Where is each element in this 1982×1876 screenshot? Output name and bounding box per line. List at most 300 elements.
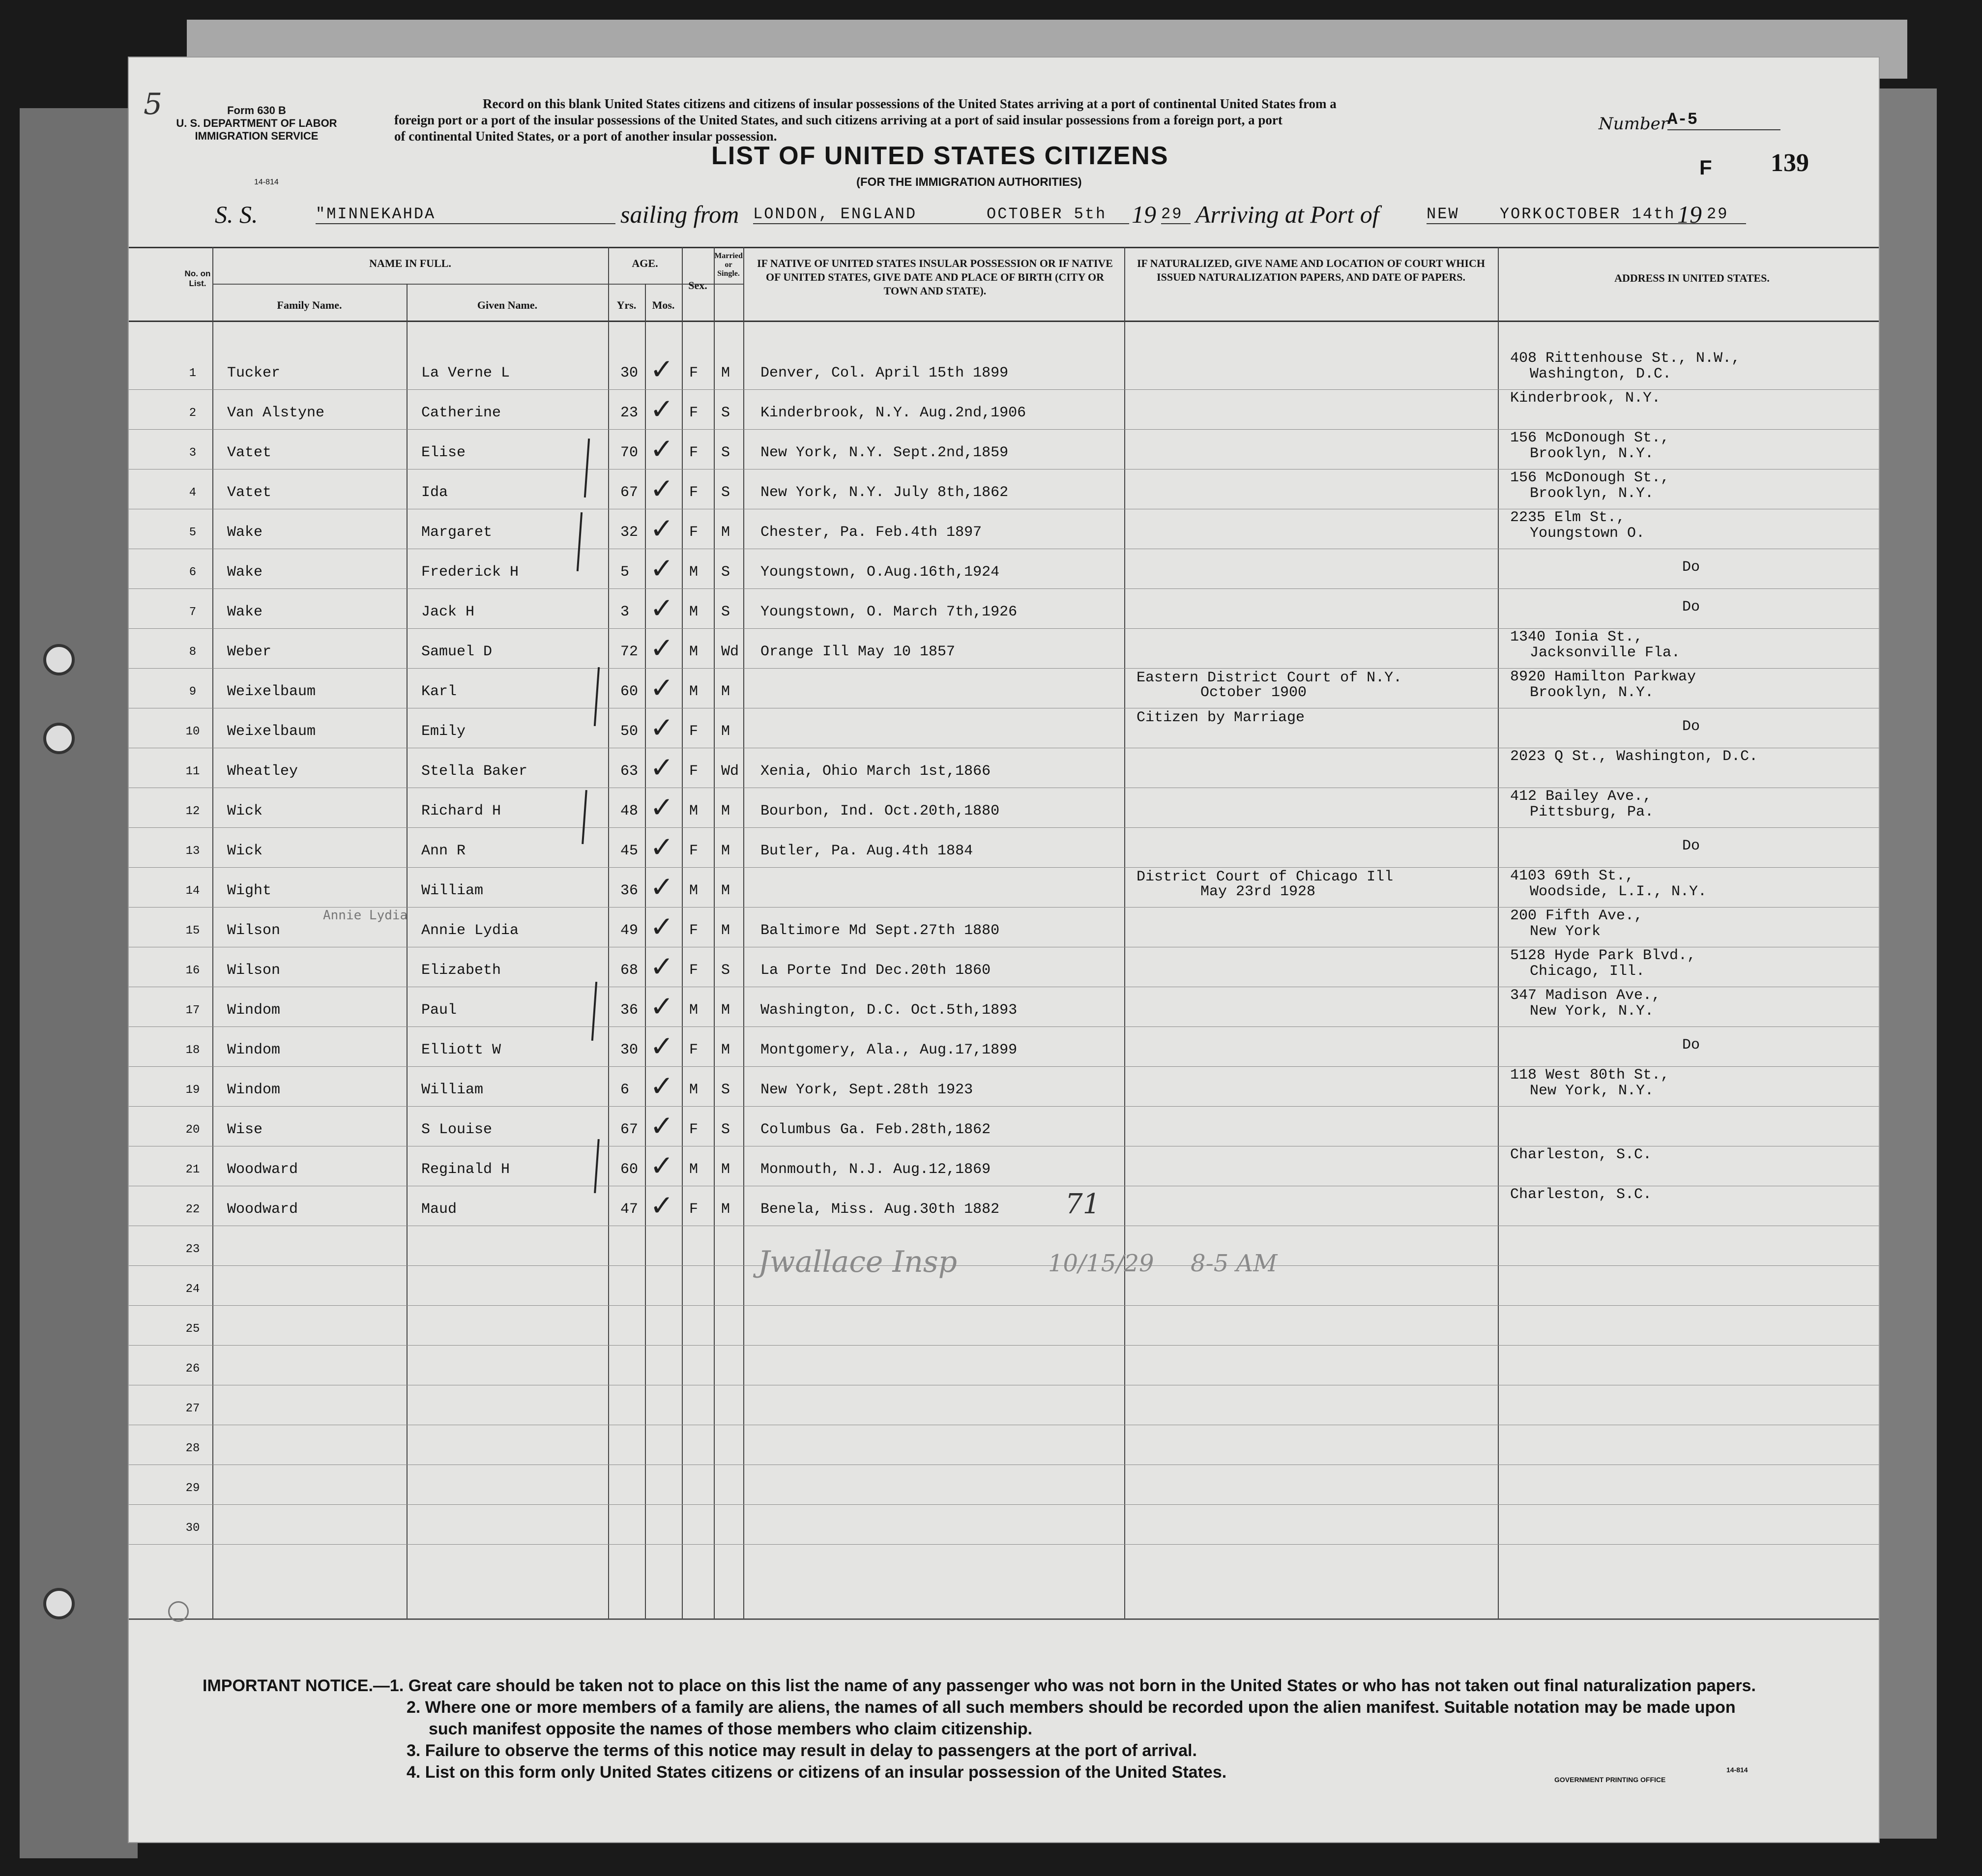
address-line-2: Jacksonville Fla. <box>1530 645 1681 661</box>
marital-status: M <box>721 683 730 700</box>
given-name: Stella Baker <box>421 763 528 780</box>
birth-info: Washington, D.C. Oct.5th,1893 <box>760 1002 1018 1019</box>
tally-mark <box>594 1139 600 1193</box>
marital-status: S <box>721 564 730 581</box>
sex: F <box>689 365 699 381</box>
birth-info: Monmouth, N.J. Aug.12,1869 <box>760 1161 991 1178</box>
family-name: Weixelbaum <box>227 723 316 740</box>
age-years: 36 <box>620 1002 639 1019</box>
address-line-1: 347 Madison Ave., <box>1510 987 1661 1004</box>
tally-mark <box>577 512 583 571</box>
check-mark-icon: ✓ <box>650 392 674 426</box>
birth-info: Youngstown, O.Aug.16th,1924 <box>760 564 1000 581</box>
address-line-1: 156 McDonough St., <box>1510 430 1670 446</box>
given-name: Maud <box>421 1201 457 1218</box>
family-name: Wheatley <box>227 763 298 780</box>
manifest-page <box>128 57 1880 1843</box>
row-number: 8 <box>189 645 197 659</box>
row-number: 30 <box>185 1522 200 1535</box>
age-years: 48 <box>620 803 639 820</box>
marital-status: S <box>721 1082 730 1098</box>
number-value: A-5 <box>1667 111 1780 130</box>
sex: M <box>689 683 699 700</box>
arrive-date: OCTOBER 14th <box>1545 205 1726 224</box>
col-header-birth: IF NATIVE OF UNITED STATES INSULAR POSSESSION OR IF NATIVE OF UNITED STATES, GIVE DATE AND PLACE OF BIRTH (CITY OR TOWN AND STATE). <box>757 257 1113 297</box>
check-mark-icon: ✓ <box>650 432 674 466</box>
inspector-signature: Jwallace Insp <box>758 1245 958 1279</box>
row-number: 2 <box>189 407 197 420</box>
row-rule <box>129 1106 1879 1107</box>
marital-status: S <box>721 604 730 620</box>
row-number: 19 <box>185 1084 200 1097</box>
row-rule <box>129 1305 1879 1306</box>
department-name: U. S. DEPARTMENT OF LABOR <box>176 117 337 129</box>
row-number: 24 <box>185 1283 200 1296</box>
check-mark-icon: ✓ <box>650 671 674 704</box>
marital-status: Wd <box>721 644 739 660</box>
from-port: LONDON, ENGLAND <box>753 205 1097 224</box>
age-years: 63 <box>620 763 639 780</box>
check-mark-icon: ✓ <box>650 1189 674 1222</box>
binder-hole <box>168 1601 189 1622</box>
address-line-2: Brooklyn, N.Y. <box>1530 485 1654 502</box>
check-mark-icon: ✓ <box>650 1149 674 1182</box>
row-rule <box>129 1504 1879 1505</box>
address-line-1: Do <box>1682 718 1700 735</box>
col-header-address: ADDRESS IN UNITED STATES. <box>1614 272 1770 284</box>
age-years: 45 <box>620 843 639 859</box>
row-rule <box>129 1026 1879 1027</box>
row-number: 22 <box>185 1203 200 1216</box>
address-line-1: Do <box>1682 599 1700 616</box>
given-name: Elliott W <box>421 1042 501 1058</box>
check-mark-icon: ✓ <box>650 990 674 1023</box>
birth-info: New York, N.Y. Sept.2nd,1859 <box>760 444 1009 461</box>
address-line-1: 8920 Hamilton Parkway <box>1510 669 1696 685</box>
given-name: Margaret <box>421 524 493 541</box>
marital-status: S <box>721 962 730 979</box>
age-years: 60 <box>620 683 639 700</box>
birth-info: Youngstown, O. March 7th,1926 <box>760 604 1018 620</box>
record-note-line: Record on this blank United States citizens and citizens of insular possessions of the United States arriving at a port of continental United States from a <box>483 96 1337 111</box>
form-info <box>158 104 355 143</box>
birth-info: Montgomery, Ala., Aug.17,1899 <box>760 1042 1018 1058</box>
address-line-1: Do <box>1682 838 1700 854</box>
col-divider <box>1124 247 1125 1618</box>
given-name: Elise <box>421 444 466 461</box>
col-header-yrs: Yrs. <box>616 299 637 311</box>
arrive-year: 29 <box>1707 205 1746 224</box>
given-name: Ida <box>421 484 448 501</box>
family-name: Wake <box>227 524 263 541</box>
col-header-no: No. on List. <box>184 269 211 288</box>
row-rule <box>129 827 1879 828</box>
binder-hole <box>43 1588 75 1619</box>
family-name: Van Alstyne <box>227 405 325 421</box>
page-number: 139 <box>1771 149 1809 177</box>
col-divider <box>743 247 744 1618</box>
row-number: 15 <box>185 924 200 938</box>
address-line-1: 156 McDonough St., <box>1510 469 1670 486</box>
family-name: Vatet <box>227 444 272 461</box>
birth-info: New York, Sept.28th 1923 <box>760 1082 973 1098</box>
age-years: 3 <box>620 604 630 620</box>
marital-status: S <box>721 444 730 461</box>
given-name: Emily <box>421 723 466 740</box>
address-line-1: 1340 Ionia St., <box>1510 629 1643 645</box>
col-divider <box>714 247 715 1618</box>
marital-status: M <box>721 723 730 740</box>
record-note-line: of continental United States, or a port of another insular possession. <box>394 129 777 144</box>
row-number: 13 <box>185 845 200 858</box>
margin-mark: 71 <box>1065 1188 1101 1220</box>
wilson-struck-text: Annie Lydia <box>323 908 408 923</box>
sex: M <box>689 564 699 581</box>
page-subtitle: (FOR THE IMMIGRATION AUTHORITIES) <box>856 176 1082 189</box>
ship-name: "MINNEKAHDA <box>316 205 615 224</box>
check-mark-icon: ✓ <box>650 1029 674 1063</box>
col-header-naturalized: IF NATURALIZED, GIVE NAME AND LOCATION OF COURT WHICH ISSUED NATURALIZATION PAPERS, AND DATE OF PAPERS. <box>1137 257 1485 283</box>
row-number: 18 <box>185 1044 200 1057</box>
notice-line-1 <box>203 1675 1874 1697</box>
sex: F <box>689 1121 699 1138</box>
marital-status: M <box>721 1042 730 1058</box>
binder-hole <box>43 723 75 754</box>
row-number: 17 <box>185 1004 200 1017</box>
col-divider <box>212 247 213 1618</box>
address-line-1: Do <box>1682 559 1700 576</box>
family-name: Wilson <box>227 922 281 939</box>
marital-status: S <box>721 484 730 501</box>
age-years: 67 <box>620 1121 639 1138</box>
address-line-2: Pittsburg, Pa. <box>1530 804 1654 821</box>
row-number: 1 <box>189 367 197 380</box>
number-label: Number <box>1599 114 1669 134</box>
row-number: 11 <box>185 765 200 778</box>
sex: M <box>689 803 699 820</box>
given-name: Annie Lydia <box>421 922 519 939</box>
sailing-label: sailing from <box>620 201 739 228</box>
age-years: 72 <box>620 644 639 660</box>
tally-mark <box>584 439 590 498</box>
given-name: Karl <box>421 683 457 700</box>
signature-date: 10/15/29 <box>1048 1250 1154 1277</box>
col-header-sex: Sex. <box>688 279 707 292</box>
sex: M <box>689 644 699 660</box>
table-top-border <box>129 247 1879 248</box>
sex: F <box>689 405 699 421</box>
marital-status: S <box>721 405 730 421</box>
check-mark-icon: ✓ <box>650 552 674 585</box>
naturalization-court: Eastern District Court of N.Y. <box>1137 670 1402 686</box>
family-name: Tucker <box>227 365 281 381</box>
birth-info: Benela, Miss. Aug.30th 1882 <box>760 1201 1000 1218</box>
row-number: 9 <box>189 685 197 699</box>
address-line-2: Brooklyn, N.Y. <box>1530 684 1654 701</box>
row-number: 20 <box>185 1123 200 1137</box>
given-name: Reginald H <box>421 1161 510 1178</box>
birth-info: Butler, Pa. Aug.4th 1884 <box>760 843 973 859</box>
row-number: 27 <box>185 1402 200 1415</box>
family-name: Weber <box>227 644 272 660</box>
row-number: 16 <box>185 964 200 977</box>
header-bottom-border <box>129 321 1879 322</box>
sex: F <box>689 922 699 939</box>
arrive-year-prefix: 19 <box>1677 201 1702 228</box>
naturalization-date: May 23rd 1928 <box>1200 883 1316 900</box>
form-code: 14-814 <box>254 178 279 186</box>
col-header-given: Given Name. <box>477 299 538 311</box>
given-name: La Verne L <box>421 365 510 381</box>
signature-time: 8-5 AM <box>1191 1250 1278 1277</box>
col-divider <box>1498 247 1499 1618</box>
marital-status: M <box>721 1161 730 1178</box>
check-mark-icon: ✓ <box>650 472 674 505</box>
address-line-1: 412 Bailey Ave., <box>1510 788 1652 805</box>
age-years: 50 <box>620 723 639 740</box>
family-name: Wight <box>227 882 272 899</box>
birth-info: Kinderbrook, N.Y. Aug.2nd,1906 <box>760 405 1026 421</box>
address-line-1: 2023 Q St., Washington, D.C. <box>1510 748 1758 765</box>
address-line-1: 408 Rittenhouse St., N.W., <box>1510 350 1741 367</box>
family-name: Vatet <box>227 484 272 501</box>
notice-item: 3. Failure to observe the terms of this notice may result in delay to passengers at the port of arrival. <box>407 1741 1197 1760</box>
col-header-name: NAME IN FULL. <box>369 257 451 269</box>
check-mark-icon: ✓ <box>650 591 674 625</box>
address-line-1: 200 Fifth Ave., <box>1510 908 1643 924</box>
birth-info: Columbus Ga. Feb.28th,1862 <box>760 1121 991 1138</box>
address-line-2: Brooklyn, N.Y. <box>1530 445 1654 462</box>
sex: F <box>689 723 699 740</box>
marital-status: M <box>721 843 730 859</box>
row-number: 5 <box>189 526 197 539</box>
sex: F <box>689 444 699 461</box>
address-line-2: Youngstown O. <box>1530 525 1645 542</box>
header-subline <box>212 284 743 285</box>
marital-status: M <box>721 524 730 541</box>
birth-info: New York, N.Y. July 8th,1862 <box>760 484 1009 501</box>
family-name: Wick <box>227 803 263 820</box>
marital-status: M <box>721 365 730 381</box>
check-mark-icon: ✓ <box>650 352 674 386</box>
marital-status: M <box>721 922 730 939</box>
family-name: Woodward <box>227 1161 298 1178</box>
given-name: William <box>421 882 484 899</box>
sex: F <box>689 1042 699 1058</box>
row-number: 12 <box>185 805 200 818</box>
family-name: Weixelbaum <box>227 683 316 700</box>
row-number: 29 <box>185 1482 200 1495</box>
row-rule <box>129 588 1879 589</box>
address-line-1: Charleston, S.C. <box>1510 1186 1652 1203</box>
address-line-2: Washington, D.C. <box>1530 366 1672 382</box>
record-note <box>394 96 1653 145</box>
birth-info: Xenia, Ohio March 1st,1866 <box>760 763 991 780</box>
col-divider <box>608 247 609 1618</box>
check-mark-icon: ✓ <box>650 950 674 983</box>
depart-date: OCTOBER 5th <box>987 205 1129 224</box>
given-name: Frederick H <box>421 564 519 581</box>
check-mark-icon: ✓ <box>650 1069 674 1103</box>
sex: M <box>689 1161 699 1178</box>
depart-year-prefix: 19 <box>1132 201 1156 228</box>
check-mark-icon: ✓ <box>650 631 674 665</box>
age-years: 32 <box>620 524 639 541</box>
age-years: 60 <box>620 1161 639 1178</box>
row-number: 4 <box>189 486 197 499</box>
row-rule <box>129 1345 1879 1346</box>
to-port: NEW YORK <box>1427 205 1633 224</box>
row-number: 25 <box>185 1322 200 1336</box>
sex: F <box>689 524 699 541</box>
family-name: Wick <box>227 843 263 859</box>
col-header-family: Family Name. <box>277 299 342 311</box>
age-years: 30 <box>620 1042 639 1058</box>
arriving-label: Arriving at Port of <box>1195 201 1379 228</box>
age-years: 23 <box>620 405 639 421</box>
col-header-age: AGE. <box>632 257 658 269</box>
sex: F <box>689 962 699 979</box>
address-line-1: 5128 Hyde Park Blvd., <box>1510 947 1696 964</box>
table-bottom-border <box>129 1618 1879 1620</box>
address-line-1: 2235 Elm St., <box>1510 509 1626 526</box>
notice-item: —1. Great care should be taken not to place on this list the name of any passenger who was not born in the United States or who has not taken out final naturalization papers. <box>373 1676 1756 1695</box>
tally-mark <box>594 667 600 726</box>
age-years: 67 <box>620 484 639 501</box>
given-name: Richard H <box>421 803 501 820</box>
row-number: 3 <box>189 446 197 460</box>
naturalization-date: October 1900 <box>1200 684 1307 701</box>
notice-item: 2. Where one or more members of a family are aliens, the names of all such members should be recorded upon the alien manifest. Suitable notation may be made upon <box>407 1698 1736 1717</box>
col-header-married: Married or Single. <box>714 252 743 278</box>
family-name: Windom <box>227 1082 281 1098</box>
address-line-1: 4103 69th St., <box>1510 868 1634 884</box>
age-years: 70 <box>620 444 639 461</box>
address-line-2: New York, N.Y. <box>1530 1003 1654 1020</box>
page-letter: F <box>1699 156 1712 179</box>
birth-info: Orange Ill May 10 1857 <box>760 644 956 660</box>
naturalization-court: District Court of Chicago Ill <box>1137 869 1394 885</box>
birth-info: Bourbon, Ind. Oct.20th,1880 <box>760 803 1000 820</box>
given-name: Catherine <box>421 405 501 421</box>
birth-info: Baltimore Md Sept.27th 1880 <box>760 922 1000 939</box>
sex: M <box>689 1082 699 1098</box>
family-name: Woodward <box>227 1201 298 1218</box>
form-number: Form 630 B <box>227 104 286 117</box>
address-line-1: Charleston, S.C. <box>1510 1146 1652 1163</box>
address-line-1: Kinderbrook, N.Y. <box>1510 390 1661 407</box>
col-header-mos: Mos. <box>652 299 675 311</box>
tally-mark <box>591 982 597 1041</box>
check-mark-icon: ✓ <box>650 791 674 824</box>
given-name: S Louise <box>421 1121 493 1138</box>
row-rule <box>129 1544 1879 1545</box>
age-years: 6 <box>620 1082 630 1098</box>
address-line-2: Woodside, L.I., N.Y. <box>1530 883 1707 900</box>
marital-status: M <box>721 882 730 899</box>
sex: M <box>689 604 699 620</box>
depart-year: 29 <box>1161 205 1191 224</box>
sex: F <box>689 763 699 780</box>
back-sheet-left <box>20 108 138 1858</box>
row-rule <box>129 1265 1879 1266</box>
important-notice <box>203 1675 1874 1783</box>
row-number: 23 <box>185 1243 200 1256</box>
check-mark-icon: ✓ <box>650 830 674 864</box>
row-number: 21 <box>185 1163 200 1176</box>
check-mark-icon: ✓ <box>650 711 674 744</box>
given-name: William <box>421 1082 484 1098</box>
sex: F <box>689 484 699 501</box>
given-name: Elizabeth <box>421 962 501 979</box>
check-mark-icon: ✓ <box>650 751 674 784</box>
printer-code: 14-814 <box>1726 1766 1748 1774</box>
address-line-2: New York, N.Y. <box>1530 1083 1654 1099</box>
check-mark-icon: ✓ <box>650 512 674 545</box>
naturalization-court: Citizen by Marriage <box>1137 709 1305 726</box>
row-number: 28 <box>185 1442 200 1455</box>
tally-mark <box>582 790 587 844</box>
col-divider <box>682 247 683 1618</box>
age-years: 68 <box>620 962 639 979</box>
corner-mark: 5 <box>144 87 163 121</box>
check-mark-icon: ✓ <box>650 910 674 943</box>
row-number: 26 <box>185 1362 200 1376</box>
service-name: IMMIGRATION SERVICE <box>195 130 319 142</box>
marital-status: S <box>721 1121 730 1138</box>
row-number: 10 <box>185 725 200 738</box>
check-mark-icon: ✓ <box>650 1109 674 1143</box>
sex: M <box>689 1002 699 1019</box>
given-name: Paul <box>421 1002 457 1019</box>
check-mark-icon: ✓ <box>650 870 674 904</box>
printer-name: GOVERNMENT PRINTING OFFICE <box>1554 1776 1666 1784</box>
marital-status: M <box>721 1201 730 1218</box>
row-number: 14 <box>185 884 200 898</box>
family-name: Windom <box>227 1042 281 1058</box>
col-divider <box>407 284 408 1618</box>
row-number: 6 <box>189 566 197 579</box>
sex: F <box>689 1201 699 1218</box>
birth-info: La Porte Ind Dec.20th 1860 <box>760 962 991 979</box>
family-name: Windom <box>227 1002 281 1019</box>
family-name: Wise <box>227 1121 263 1138</box>
age-years: 49 <box>620 922 639 939</box>
age-years: 47 <box>620 1201 639 1218</box>
marital-status: M <box>721 1002 730 1019</box>
marital-status: M <box>721 803 730 820</box>
notice-heading: IMPORTANT NOTICE. <box>203 1676 373 1695</box>
address-line-1: 118 West 80th St., <box>1510 1067 1670 1084</box>
record-note-line: foreign port or a port of the insular possessions of the United States, and such citizens arriving at a port of said insular possessions from a foreign port, a port <box>394 113 1282 127</box>
family-name: Wilson <box>227 962 281 979</box>
marital-status: Wd <box>721 763 739 780</box>
address-line-1: Do <box>1682 1037 1700 1054</box>
row-number: 7 <box>189 606 197 619</box>
address-line-2: New York <box>1530 923 1601 940</box>
sex: M <box>689 882 699 899</box>
given-name: Jack H <box>421 604 475 620</box>
page-title: LIST OF UNITED STATES CITIZENS <box>711 142 1169 170</box>
given-name: Samuel D <box>421 644 493 660</box>
given-name: Ann R <box>421 843 466 859</box>
notice-item: such manifest opposite the names of those members who claim citizenship. <box>429 1720 1033 1738</box>
age-years: 30 <box>620 365 639 381</box>
sex: F <box>689 843 699 859</box>
binder-hole <box>43 644 75 675</box>
address-line-2: Chicago, Ill. <box>1530 963 1645 980</box>
birth-info: Denver, Col. April 15th 1899 <box>760 365 1009 381</box>
